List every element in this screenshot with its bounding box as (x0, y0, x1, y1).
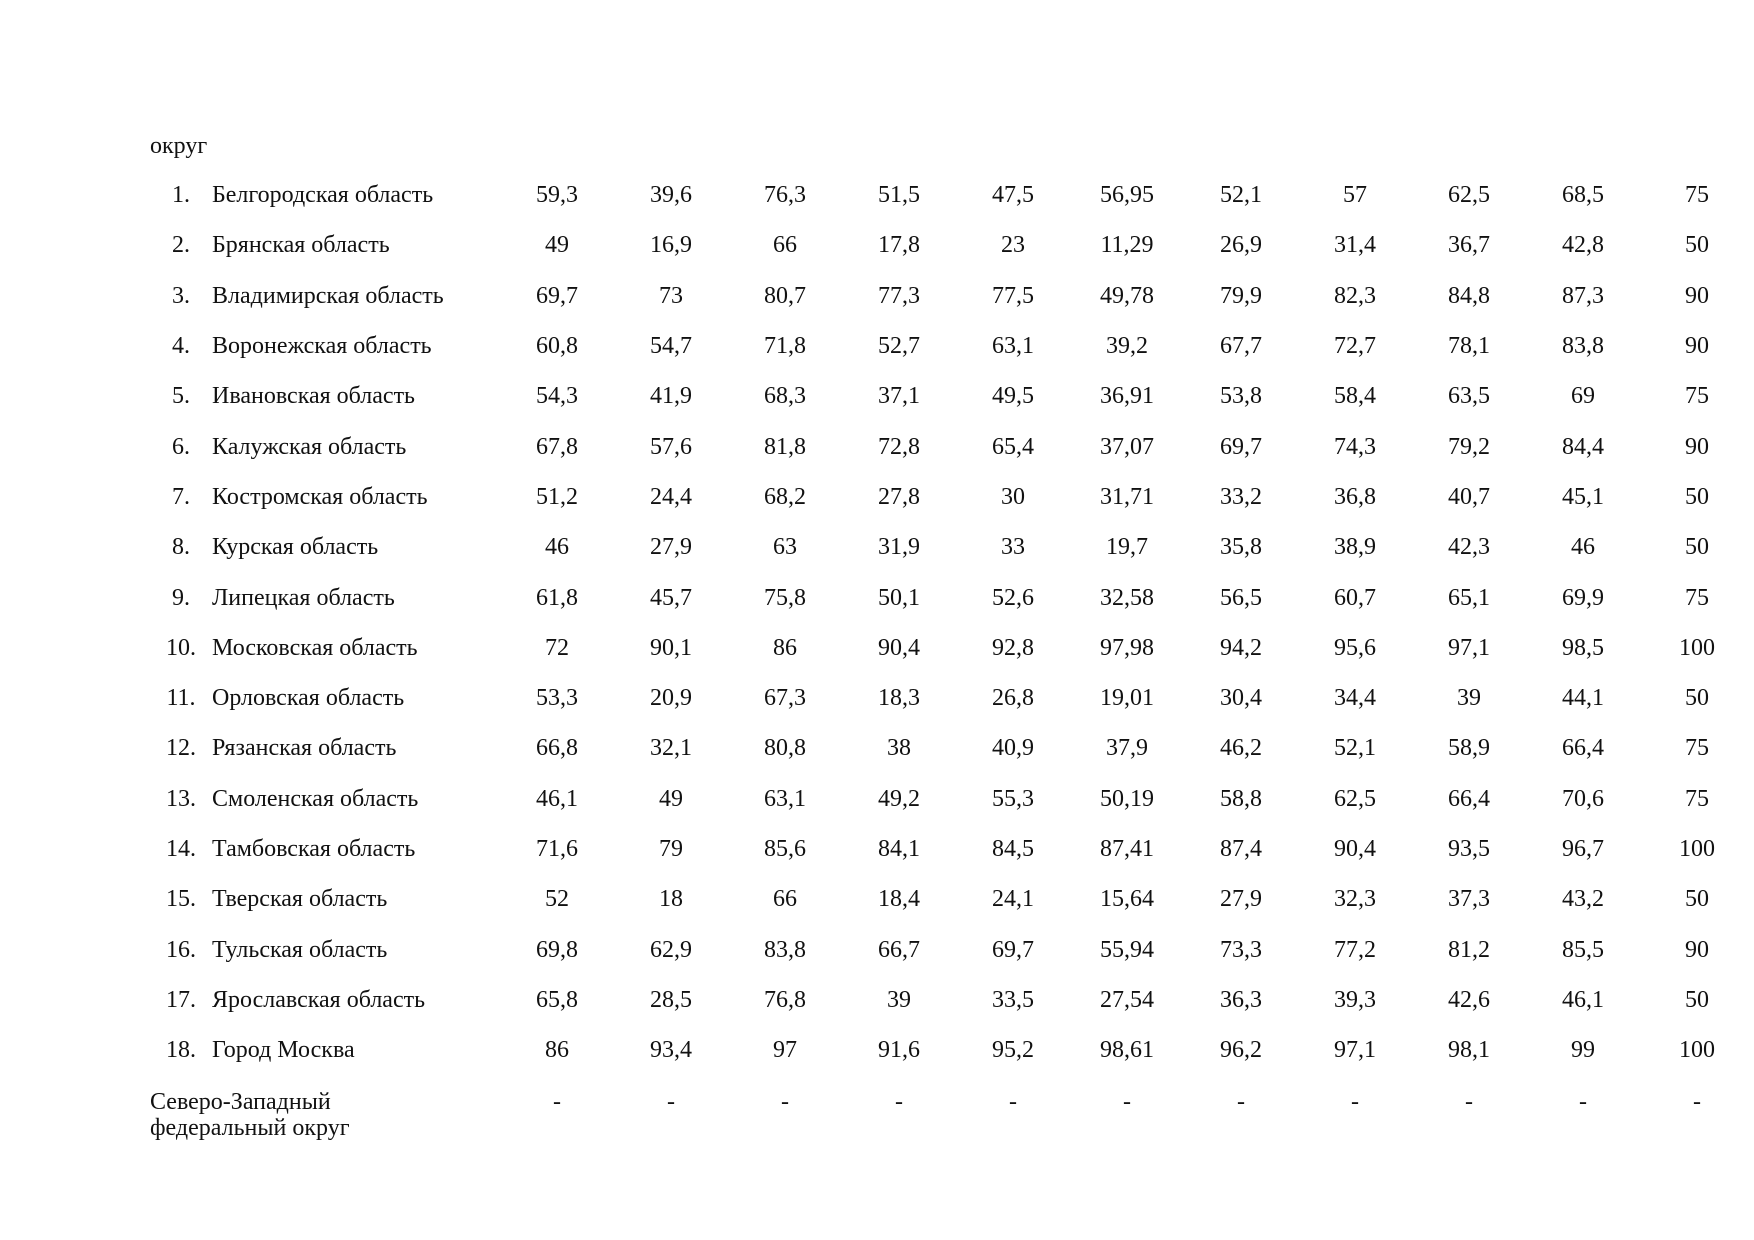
value-cell: 20,9 (650, 685, 692, 712)
value-cell: 39 (1457, 685, 1481, 712)
value-cell: 52 (545, 886, 569, 913)
value-cell: 52,1 (1334, 735, 1376, 762)
value-cell: 68,3 (764, 383, 806, 410)
value-cell: 43,2 (1562, 886, 1604, 913)
value-cell: 58,9 (1448, 735, 1490, 762)
table-row (150, 874, 1754, 924)
value-cell: 82,3 (1334, 282, 1376, 309)
value-cell: - (1693, 1089, 1701, 1116)
value-cell: 60,7 (1334, 584, 1376, 611)
federal-district-name (150, 1075, 500, 1141)
value-cell: 97 (773, 1037, 797, 1064)
value-cell: 32,3 (1334, 886, 1376, 913)
value-cell: 33,2 (1220, 483, 1262, 510)
value-cell: 75 (1685, 735, 1709, 762)
federal-district-name-line1: Северо-Западный (150, 1089, 331, 1116)
table-row (150, 371, 1754, 421)
value-cell: 63,5 (1448, 383, 1490, 410)
value-cell: - (1351, 1089, 1359, 1116)
region-name: Орловская область (212, 685, 405, 712)
value-cell: 97,1 (1334, 1037, 1376, 1064)
value-cell: 39,2 (1106, 333, 1148, 360)
row-number: 12. (166, 735, 196, 762)
value-cell: 35,8 (1220, 534, 1262, 561)
value-cell: 26,9 (1220, 232, 1262, 259)
continuation-label: округ (150, 133, 208, 159)
value-cell: 49 (545, 232, 569, 259)
value-cell: 38 (887, 735, 911, 762)
value-cell: 54,7 (650, 333, 692, 360)
value-cell: 100 (1679, 836, 1715, 862)
value-cell: 54,3 (536, 383, 578, 410)
value-cell: 70,6 (1562, 785, 1604, 812)
value-cell: 75 (1685, 584, 1709, 611)
value-cell: 80,8 (764, 735, 806, 762)
value-cell: - (1237, 1089, 1245, 1116)
value-cell: 67,3 (764, 685, 806, 712)
value-cell: 94,2 (1220, 634, 1262, 661)
table-row (150, 472, 1754, 522)
table-row (150, 1025, 1754, 1075)
value-cell: 80,7 (764, 282, 806, 309)
value-cell: 33 (1001, 534, 1025, 561)
value-cell: 49,2 (878, 785, 920, 812)
row-number: 4. (172, 333, 190, 360)
value-cell: 37,9 (1106, 735, 1148, 762)
value-cell: - (1123, 1089, 1131, 1116)
table-row (150, 673, 1754, 723)
value-cell: 83,8 (764, 936, 806, 963)
value-cell: 90,4 (1334, 836, 1376, 862)
value-cell: 40,9 (992, 735, 1034, 762)
value-cell: 63 (773, 534, 797, 561)
value-cell: 69,8 (536, 936, 578, 963)
value-cell: 52,7 (878, 333, 920, 360)
value-cell: 69,7 (992, 936, 1034, 963)
value-cell: 39,3 (1334, 986, 1376, 1013)
region-name: Московская область (212, 634, 418, 661)
region-name: Костромская область (212, 483, 428, 510)
table-row (150, 572, 1754, 622)
value-cell: 68,2 (764, 483, 806, 510)
value-cell: 86 (545, 1037, 569, 1064)
row-number: 13. (166, 785, 196, 812)
region-name: Владимирская область (212, 282, 444, 309)
value-cell: 95,2 (992, 1037, 1034, 1064)
value-cell: 27,54 (1100, 986, 1154, 1013)
value-cell: 47,5 (992, 182, 1034, 209)
row-number: 10. (166, 634, 196, 661)
row-number: 5. (172, 383, 190, 410)
value-cell: - (781, 1089, 789, 1116)
value-cell: 60,8 (536, 333, 578, 360)
value-cell: 100 (1679, 634, 1715, 661)
value-cell: 46 (1571, 534, 1595, 561)
value-cell: 15,64 (1100, 886, 1154, 913)
value-cell: 57 (1343, 182, 1367, 209)
row-number: 17. (166, 986, 196, 1013)
value-cell: 46 (545, 534, 569, 561)
value-cell: 99 (1571, 1037, 1595, 1064)
value-cell: 42,3 (1448, 534, 1490, 561)
value-cell: 90,1 (650, 634, 692, 661)
table-row (150, 924, 1754, 974)
value-cell: 42,8 (1562, 232, 1604, 259)
value-cell: 75 (1685, 383, 1709, 410)
table-row (150, 170, 1754, 220)
value-cell: 75,8 (764, 584, 806, 611)
value-cell: 38,9 (1334, 534, 1376, 561)
value-cell: 91,6 (878, 1037, 920, 1064)
value-cell: 49,78 (1100, 282, 1154, 309)
value-cell: 63,1 (764, 785, 806, 812)
row-number: 6. (172, 433, 190, 460)
value-cell: 18,3 (878, 685, 920, 712)
value-cell: 67,7 (1220, 333, 1262, 360)
value-cell: 11,29 (1100, 232, 1154, 259)
value-cell: 65,4 (992, 433, 1034, 460)
value-cell: 40,7 (1448, 483, 1490, 510)
region-name: Калужская область (212, 433, 407, 460)
value-cell: 66,7 (878, 936, 920, 963)
value-cell: 90 (1685, 433, 1709, 460)
value-cell: 46,1 (536, 785, 578, 812)
value-cell: 66,8 (536, 735, 578, 762)
row-number: 16. (166, 936, 196, 963)
row-number: 9. (172, 584, 190, 611)
value-cell: 66,4 (1562, 735, 1604, 762)
value-cell: - (1009, 1089, 1017, 1116)
value-cell: 39 (887, 986, 911, 1013)
region-name: Ярославская область (212, 986, 426, 1013)
value-cell: 46,2 (1220, 735, 1262, 762)
value-cell: 81,8 (764, 433, 806, 460)
value-cell: 27,9 (650, 534, 692, 561)
value-cell: 37,1 (878, 383, 920, 410)
value-cell: 50,19 (1100, 785, 1154, 812)
value-cell: 90 (1685, 333, 1709, 360)
value-cell: 61,8 (536, 584, 578, 611)
value-cell: 53,3 (536, 685, 578, 712)
value-cell: 96,7 (1562, 836, 1604, 862)
value-cell: 18 (659, 886, 683, 913)
row-number: 2. (172, 232, 190, 259)
value-cell: 50 (1685, 232, 1709, 259)
value-cell: 87,4 (1220, 836, 1262, 862)
value-cell: 84,8 (1448, 282, 1490, 309)
row-number: 1. (172, 182, 190, 209)
value-cell: 23 (1001, 232, 1025, 259)
value-cell: 30 (1001, 483, 1025, 510)
value-cell: 90 (1685, 282, 1709, 309)
value-cell: 50 (1685, 483, 1709, 510)
value-cell: 68,5 (1562, 182, 1604, 209)
row-number: 3. (172, 282, 190, 309)
value-cell: 84,5 (992, 836, 1034, 862)
row-number: 7. (172, 483, 190, 510)
value-cell: 87,41 (1100, 836, 1154, 862)
value-cell: 62,5 (1448, 182, 1490, 209)
value-cell: 46,1 (1562, 986, 1604, 1013)
value-cell: 19,7 (1106, 534, 1148, 561)
value-cell: 72,7 (1334, 333, 1376, 360)
value-cell: 37,07 (1100, 433, 1154, 460)
value-cell: 44,1 (1562, 685, 1604, 712)
value-cell: 79,9 (1220, 282, 1262, 309)
value-cell: - (667, 1089, 675, 1116)
value-cell: 36,3 (1220, 986, 1262, 1013)
value-cell: 51,5 (878, 182, 920, 209)
value-cell: 32,58 (1100, 584, 1154, 611)
value-cell: 32,1 (650, 735, 692, 762)
value-cell: 31,4 (1334, 232, 1376, 259)
value-cell: 51,2 (536, 483, 578, 510)
value-cell: 37,3 (1448, 886, 1490, 913)
value-cell: 59,3 (536, 182, 578, 209)
value-cell: 65,1 (1448, 584, 1490, 611)
federal-district-row (150, 1075, 1754, 1141)
value-cell: - (1465, 1089, 1473, 1116)
table-row (150, 321, 1754, 371)
value-cell: 66 (773, 232, 797, 259)
value-cell: 50 (1685, 534, 1709, 561)
value-cell: 76,3 (764, 182, 806, 209)
value-cell: 16,9 (650, 232, 692, 259)
region-name: Тульская область (212, 936, 388, 963)
value-cell: 45,1 (1562, 483, 1604, 510)
value-cell: 92,8 (992, 634, 1034, 661)
region-name: Ивановская область (212, 383, 416, 410)
value-cell: 30,4 (1220, 685, 1262, 712)
row-number: 18. (166, 1037, 196, 1064)
table-row (150, 522, 1754, 572)
value-cell: 55,94 (1100, 936, 1154, 963)
value-cell: 34,4 (1334, 685, 1376, 712)
value-cell: 50 (1685, 886, 1709, 913)
region-indicators-table (150, 170, 1754, 1141)
table-body (150, 170, 1754, 1141)
row-number: 14. (166, 836, 196, 862)
value-cell: 53,8 (1220, 383, 1262, 410)
value-cell: 79 (659, 836, 683, 862)
region-name: Воронежская область (212, 333, 432, 360)
value-cell: 17,8 (878, 232, 920, 259)
region-name: Брянская область (212, 232, 390, 259)
value-cell: 72,8 (878, 433, 920, 460)
region-name: Смоленская область (212, 785, 419, 812)
table-row (150, 421, 1754, 471)
value-cell: 77,3 (878, 282, 920, 309)
value-cell: 66,4 (1448, 785, 1490, 812)
value-cell: 66 (773, 886, 797, 913)
value-cell: 49 (659, 785, 683, 812)
value-cell: 31,9 (878, 534, 920, 561)
row-number: 8. (172, 534, 190, 561)
value-cell: 98,61 (1100, 1037, 1154, 1064)
value-cell: 50,1 (878, 584, 920, 611)
value-cell: 67,8 (536, 433, 578, 460)
value-cell: 69,7 (1220, 433, 1262, 460)
value-cell: 62,9 (650, 936, 692, 963)
value-cell: 24,1 (992, 886, 1034, 913)
value-cell: - (553, 1089, 561, 1116)
table-row (150, 723, 1754, 773)
value-cell: 65,8 (536, 986, 578, 1013)
federal-district-name-line2: федеральный округ (150, 1115, 350, 1142)
value-cell: 19,01 (1100, 685, 1154, 712)
table-row (150, 824, 1754, 874)
value-cell: 36,7 (1448, 232, 1490, 259)
value-cell: 58,8 (1220, 785, 1262, 812)
value-cell: 90 (1685, 936, 1709, 963)
value-cell: 77,5 (992, 282, 1034, 309)
value-cell: 56,5 (1220, 584, 1262, 611)
row-number: 11. (166, 685, 196, 712)
value-cell: 79,2 (1448, 433, 1490, 460)
value-cell: 52,6 (992, 584, 1034, 611)
value-cell: 36,91 (1100, 383, 1154, 410)
table-row (150, 271, 1754, 321)
value-cell: 71,6 (536, 836, 578, 862)
value-cell: 24,4 (650, 483, 692, 510)
region-name: Рязанская область (212, 735, 397, 762)
value-cell: 81,2 (1448, 936, 1490, 963)
value-cell: 31,71 (1100, 483, 1154, 510)
value-cell: 97,98 (1100, 634, 1154, 661)
value-cell: 57,6 (650, 433, 692, 460)
value-cell: 18,4 (878, 886, 920, 913)
value-cell: 75 (1685, 182, 1709, 209)
value-cell: 72 (545, 634, 569, 661)
value-cell: 39,6 (650, 182, 692, 209)
value-cell: 90,4 (878, 634, 920, 661)
region-name: Город Москва (212, 1037, 355, 1064)
value-cell: 69 (1571, 383, 1595, 410)
value-cell: 41,9 (650, 383, 692, 410)
region-name: Тамбовская область (212, 836, 416, 862)
value-cell: 83,8 (1562, 333, 1604, 360)
value-cell: 63,1 (992, 333, 1034, 360)
value-cell: 87,3 (1562, 282, 1604, 309)
table-row (150, 623, 1754, 673)
value-cell: 77,2 (1334, 936, 1376, 963)
value-cell: 52,1 (1220, 182, 1262, 209)
value-cell: 42,6 (1448, 986, 1490, 1013)
value-cell: 58,4 (1334, 383, 1376, 410)
value-cell: 74,3 (1334, 433, 1376, 460)
value-cell: 50 (1685, 986, 1709, 1013)
value-cell: 73 (659, 282, 683, 309)
value-cell: 33,5 (992, 986, 1034, 1013)
value-cell: 26,8 (992, 685, 1034, 712)
value-cell: 86 (773, 634, 797, 661)
value-cell: 95,6 (1334, 634, 1376, 661)
value-cell: 50 (1685, 685, 1709, 712)
value-cell: 85,6 (764, 836, 806, 862)
table-row (150, 774, 1754, 824)
table-row (150, 220, 1754, 270)
value-cell: 100 (1679, 1037, 1715, 1064)
value-cell: 85,5 (1562, 936, 1604, 963)
value-cell: 84,1 (878, 836, 920, 862)
value-cell: 69,7 (536, 282, 578, 309)
value-cell: 62,5 (1334, 785, 1376, 812)
value-cell: 28,5 (650, 986, 692, 1013)
value-cell: 55,3 (992, 785, 1034, 812)
value-cell: 98,1 (1448, 1037, 1490, 1064)
value-cell: 96,2 (1220, 1037, 1262, 1064)
value-cell: 97,1 (1448, 634, 1490, 661)
value-cell: 93,5 (1448, 836, 1490, 862)
value-cell: 75 (1685, 785, 1709, 812)
value-cell: 71,8 (764, 333, 806, 360)
value-cell: - (1579, 1089, 1587, 1116)
table-row (150, 975, 1754, 1025)
value-cell: - (895, 1089, 903, 1116)
value-cell: 69,9 (1562, 584, 1604, 611)
value-cell: 84,4 (1562, 433, 1604, 460)
value-cell: 98,5 (1562, 634, 1604, 661)
region-name: Липецкая область (212, 584, 395, 611)
region-name: Тверская область (212, 886, 388, 913)
row-number: 15. (166, 886, 196, 913)
value-cell: 49,5 (992, 383, 1034, 410)
value-cell: 78,1 (1448, 333, 1490, 360)
value-cell: 76,8 (764, 986, 806, 1013)
value-cell: 93,4 (650, 1037, 692, 1064)
value-cell: 27,9 (1220, 886, 1262, 913)
region-name: Белгородская область (212, 182, 434, 209)
region-name: Курская область (212, 534, 379, 561)
value-cell: 27,8 (878, 483, 920, 510)
value-cell: 73,3 (1220, 936, 1262, 963)
value-cell: 36,8 (1334, 483, 1376, 510)
value-cell: 45,7 (650, 584, 692, 611)
value-cell: 56,95 (1100, 182, 1154, 209)
